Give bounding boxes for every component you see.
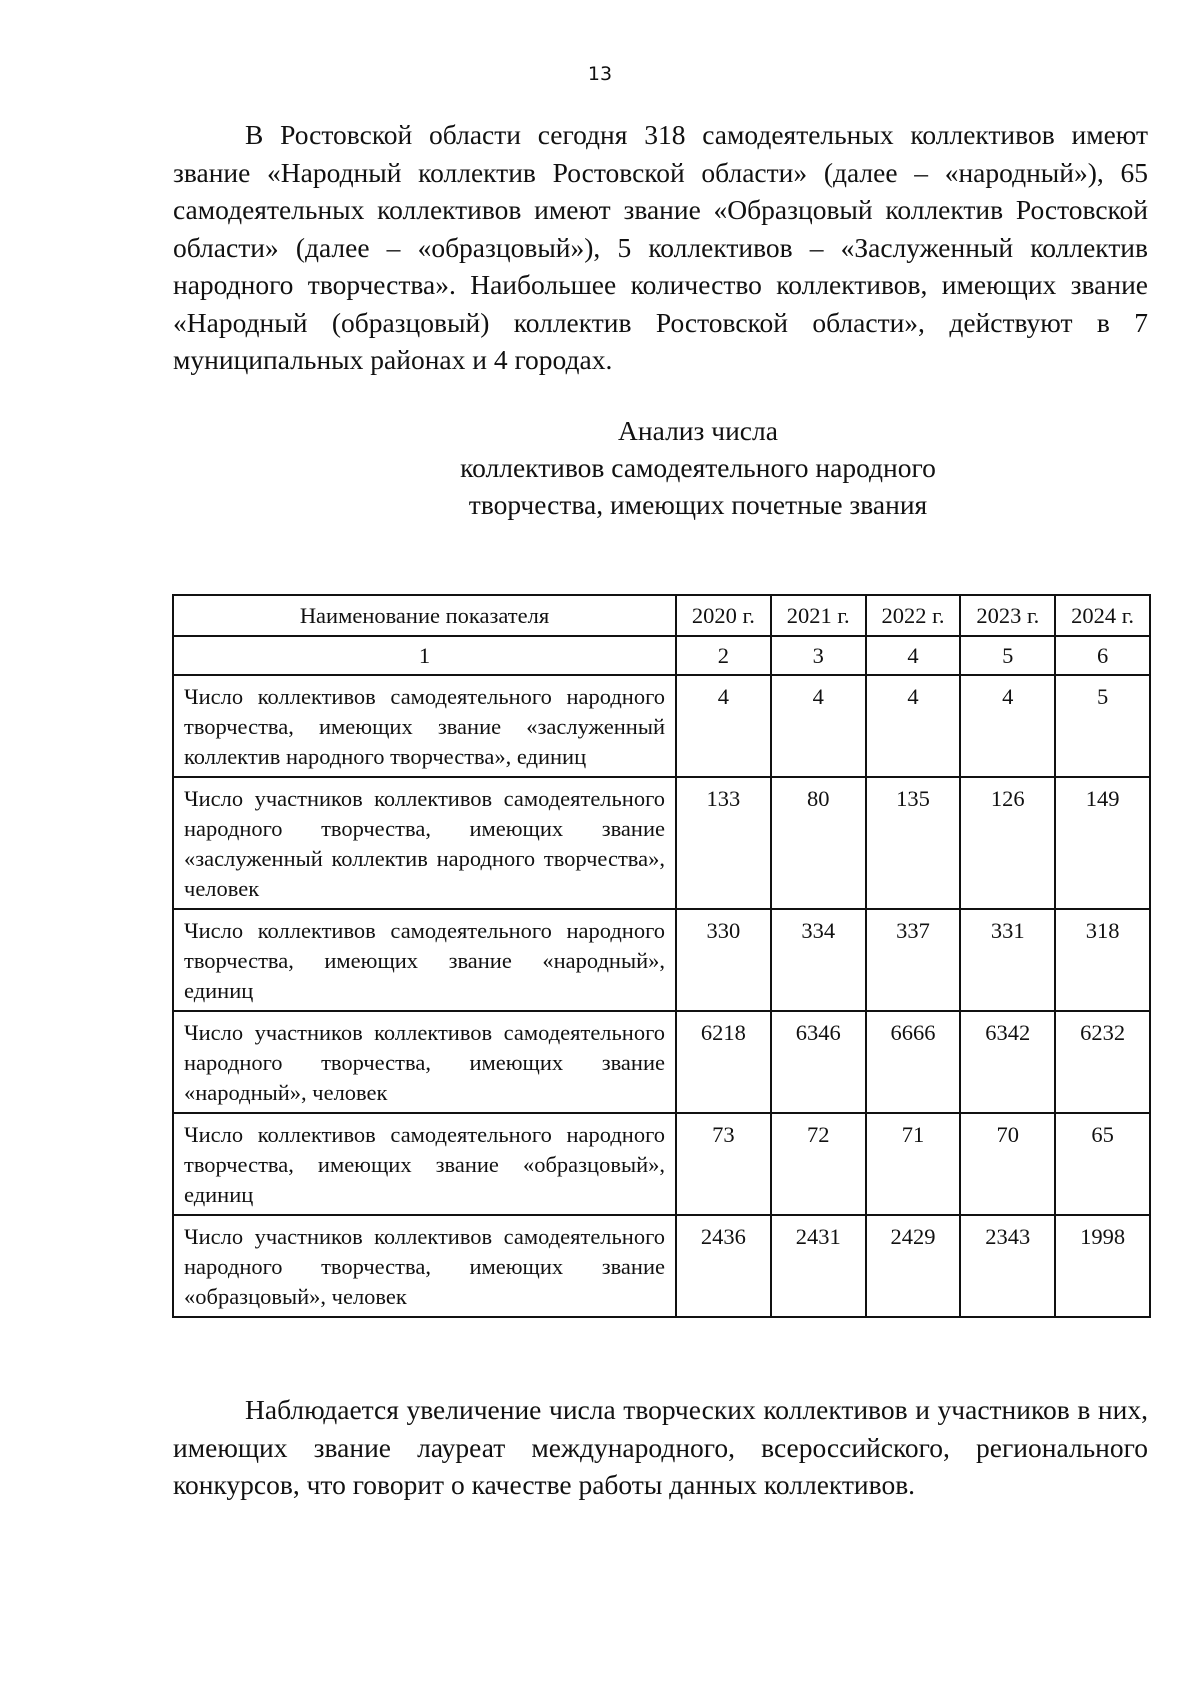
cell-value: 2429 (866, 1215, 961, 1317)
table-row (173, 1113, 1150, 1215)
cell-value: 6666 (866, 1011, 961, 1113)
row-label: Число участников коллективов самодеятельного народного творчества, имеющих звание «народный», человек (173, 1011, 676, 1113)
cell-value: 1998 (1055, 1215, 1150, 1317)
cell-value: 149 (1055, 777, 1150, 909)
cell-value: 337 (866, 909, 961, 1011)
header-year-2022: 2022 г. (866, 595, 961, 636)
cell-value: 80 (771, 777, 866, 909)
cell-value: 318 (1055, 909, 1150, 1011)
header-year-2021: 2021 г. (771, 595, 866, 636)
column-number: 1 (173, 636, 676, 675)
row-label: Число коллективов самодеятельного народного творчества, имеющих звание «образцовый», единиц (173, 1113, 676, 1215)
header-indicator-name: Наименование показателя (173, 595, 676, 636)
cell-value: 4 (771, 675, 866, 777)
cell-value: 6346 (771, 1011, 866, 1113)
header-year-2024: 2024 г. (1055, 595, 1150, 636)
cell-value: 4 (866, 675, 961, 777)
table-title-line-1: Анализ числа (618, 415, 778, 446)
cell-value: 4 (960, 675, 1055, 777)
cell-value: 6342 (960, 1011, 1055, 1113)
cell-value: 2343 (960, 1215, 1055, 1317)
cell-value: 71 (866, 1113, 961, 1215)
table-row (173, 675, 1150, 777)
cell-value: 72 (771, 1113, 866, 1215)
table-title-line-3: творчества, имеющих почетные звания (468, 489, 928, 520)
column-number-row (173, 636, 1150, 675)
table-title (173, 412, 1200, 523)
table-header-row (173, 595, 1150, 636)
cell-value: 6218 (676, 1011, 771, 1113)
cell-value: 330 (676, 909, 771, 1011)
cell-value: 2431 (771, 1215, 866, 1317)
table-row (173, 777, 1150, 909)
closing-paragraph: Наблюдается увеличение числа творческих коллективов и участников в них, имеющих звание лауреат международного, всероссийского, регионального конкурсов, что говорит о качестве работы данных коллективов. (173, 1394, 1148, 1500)
column-number: 3 (771, 636, 866, 675)
cell-value: 334 (771, 909, 866, 1011)
page-number: 13 (587, 63, 613, 85)
cell-value: 5 (1055, 675, 1150, 777)
cell-value: 73 (676, 1113, 771, 1215)
cell-value: 133 (676, 777, 771, 909)
cell-value: 4 (676, 675, 771, 777)
cell-value: 331 (960, 909, 1055, 1011)
honorary-titles-table (172, 594, 1151, 1318)
intro-paragraph: В Ростовской области сегодня 318 самодеятельных коллективов имеют звание «Народный коллектив Ростовской области» (далее – «народный»), 65 самодеятельных коллективов имеют звание «Образцовый коллектив Ростовской области» (далее – «образцовый»), 5 коллективов – «Заслуженный коллектив народного творчества». Наибольшее количество коллективов, имеющих звание «Народный (образцовый) коллектив Ростовской области», действуют в 7 муниципальных районах и 4 городах. (173, 119, 1148, 375)
table-row (173, 909, 1150, 1011)
column-number: 6 (1055, 636, 1150, 675)
cell-value: 126 (960, 777, 1055, 909)
cell-value: 2436 (676, 1215, 771, 1317)
cell-value: 65 (1055, 1113, 1150, 1215)
row-label: Число коллективов самодеятельного народного творчества, имеющих звание «заслуженный коллектив народного творчества», единиц (173, 675, 676, 777)
column-number: 2 (676, 636, 771, 675)
cell-value: 70 (960, 1113, 1055, 1215)
header-year-2020: 2020 г. (676, 595, 771, 636)
table-row (173, 1011, 1150, 1113)
row-label: Число участников коллективов самодеятельного народного творчества, имеющих звание «образцовый», человек (173, 1215, 676, 1317)
table-title-line-2: коллективов самодеятельного народного (460, 452, 936, 483)
header-year-2023: 2023 г. (960, 595, 1055, 636)
cell-value: 135 (866, 777, 961, 909)
column-number: 5 (960, 636, 1055, 675)
row-label: Число участников коллективов самодеятельного народного творчества, имеющих звание «заслуженный коллектив народного творчества», человек (173, 777, 676, 909)
column-number: 4 (866, 636, 961, 675)
table-row (173, 1215, 1150, 1317)
row-label: Число коллективов самодеятельного народного творчества, имеющих звание «народный», единиц (173, 909, 676, 1011)
cell-value: 6232 (1055, 1011, 1150, 1113)
